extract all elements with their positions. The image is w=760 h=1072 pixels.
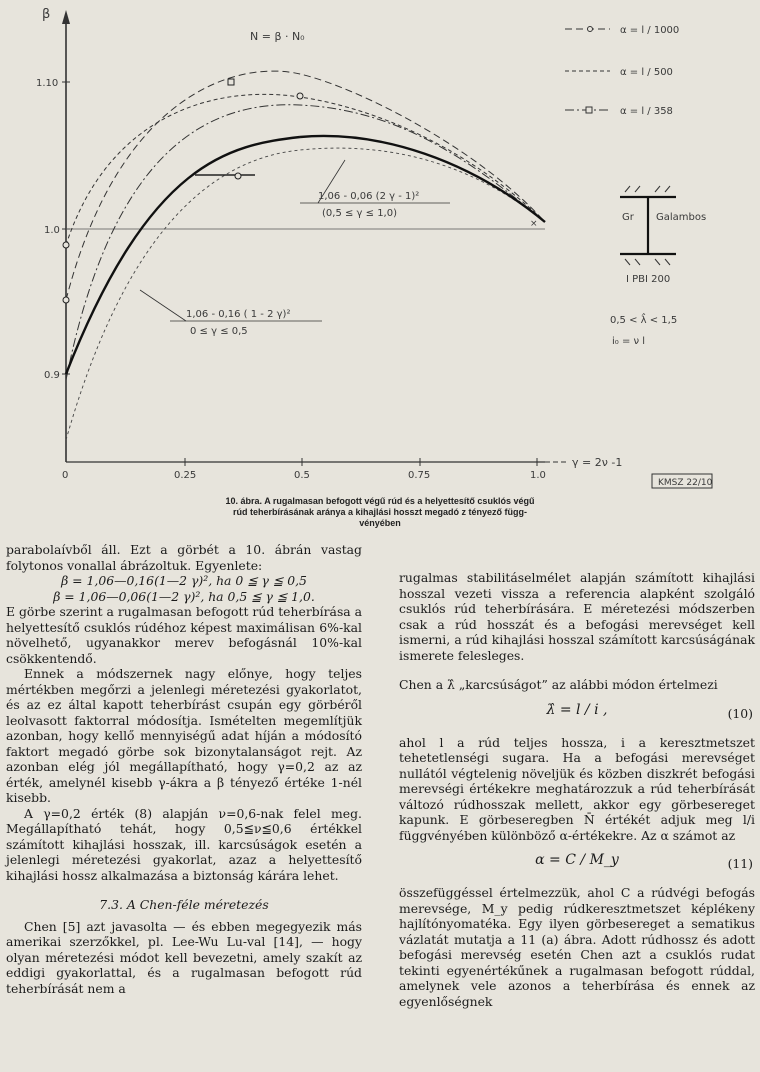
x-axis-label: γ = 2ν -1 [572,456,623,469]
section-label-galambos: Galambos [656,212,707,223]
right-paragraph-1: rugalmas stabilitáselmélet alapján számított kihajlási hosszal vezeti vissza a referencia alapként szolgáló csuklós rúd teherbírására. E méretezési módszerben csak a rúd hosszát és a befogási merevséget kell ismerni, a rúd kihajlási hosszal számított karcsúságának ismerete felesleges. [399,570,755,663]
equation-11-number: (11) [727,856,753,871]
left-column [6,542,362,996]
left-paragraph-4: A γ=0,2 érték (8) alapján ν=0,6-nak felel meg. Megállapítható tehát, hogy 0,5≦ν≦0,6 értékkel számított kihajlási hosszak, ill. karcsúságok esetén a jelenlegi méretezési gyakorlat, azaz a helyettesítő kihajlási hossz alkalmazása a biztonság kárára lehet. [6,805,362,883]
curve-label-right-formula: 1,06 - 0,06 (2 γ - 1)² [318,191,420,202]
x-tick-0-75: 0.75 [408,470,431,481]
formula-top: N = β · N₀ [250,30,305,43]
right-paragraph-4: összefüggéssel értelmezzük, ahol C a rúdvégi befogás merevsége, M_y pedig rúdkeresztmetszet képlékeny hajlítónyomatéka. Egy ilyen görbesereget a sematikus vázlatát mutatja a 11 (a) ábra. Adott rúdhossz és adott befogási merevség esetén Chen azt a csuklós rudat tekinti egyenértékűnek a rugalmasan befogott rúddal, amelynek vele azonos a teherbírása és ennek az egyenlőségnek [399,885,755,1009]
y-axis-label: β [42,7,51,22]
y-tick-1-0: 1.0 [44,225,60,236]
curve-design-left [66,137,300,374]
curve-alpha-500 [66,94,545,245]
formula-beta-2: β = 1,06—0,06(1—2 γ)², ha 0,5 ≦ γ ≦ 1,0. [53,588,315,604]
equation-10 [399,697,755,731]
cross-section-sketch [620,186,706,285]
equation-10-body: λ̂ = l / i , [546,701,608,718]
figure-caption [150,496,610,529]
section-label-gr: Gr [622,212,634,223]
caption-line-2: rúd teherbírásának aránya a kihajlási hosszt megadó z tényező függ- [232,507,528,517]
lambda-range: 0,5 < λ̂ < 1,5 [610,315,678,326]
y-tick-1-10: 1.10 [36,78,59,89]
x-tick-0-5: 0.5 [294,470,310,481]
left-paragraph-2: E görbe szerint a rugalmasan befogott rúd teherbírása a helyettesítő csuklós rúdéhoz képest maximálisan 6%-kal növelhető, ugyanakkor merev befogásnál 10%-kal csökkentendő. [6,604,363,666]
x-tick-1-0: 1.0 [530,470,546,481]
i0-definition: i₀ = ν l [612,336,646,347]
equation-11 [399,847,755,881]
right-paragraph-3: ahol l a rúd teljes hossza, i a keresztmetszet tehetetlenségi sugara. Ha a befogási merevséget nullától végtelenig növeljük és közben diszkrét befogási merevségi értékekre meghatározzuk a rúd teherbírását változó rúdhosszak mellett, akkor egy görbesereget kapunk. E görbeseregben N̄ értékét adjuk meg l/i függvényében különböző α-értékekre. Az α számot az [399,734,755,843]
curve-label-left-range: 0 ≤ γ ≤ 0,5 [190,326,248,337]
section-heading: 7.3. A Chen-féle méretezés [99,897,269,912]
equation-11-body: α = C / M_y [535,852,619,868]
x-tick-0: 0 [62,470,69,481]
legend [565,25,679,117]
equation-10-number: (10) [727,705,753,721]
legend-alpha-500: α = l / 500 [620,67,673,78]
curve-label-left-formula: 1,06 - 0,16 ( 1 - 2 γ)² [186,309,291,320]
caption-line-3: vényében [359,518,401,528]
right-column [399,570,755,1009]
figure-10-chart [0,0,760,490]
formula-beta-1: β = 1,06—0,16(1—2 γ)², ha 0 ≦ γ ≦ 0,5 [61,573,307,588]
right-paragraph-2: Chen a λ̂ „karcsúságot” az alábbi módon értelmezi [399,677,718,692]
left-paragraph-1: parabolaívből áll. Ezt a görbét a 10. ábrán vastag folytonos vonallal ábrázoltuk. Egyenlete: [6,542,362,573]
caption-line-1: 10. ábra. A rugalmasan befogott végű rúd és a helyettesítő csuklós végű [225,496,535,506]
x-tick-0-25: 0.25 [174,470,197,481]
legend-alpha-358: α = l / 358 [620,106,673,117]
curve-dashed-low [66,148,545,440]
y-axis-arrow [62,10,70,24]
stamp-text: KMSZ 22/10 [658,478,713,488]
svg-text:×: × [530,219,538,229]
curve-alpha-358 [66,105,545,380]
legend-alpha-1000: α = l / 1000 [620,25,680,36]
left-paragraph-5: Chen [5] azt javasolta — és ebben megegyezik más amerikai szerzőkkel, pl. Lee-Wu Lu-val [14], — hogy olyan méretezési módot kell bevezetni, amely szakít az eddigi gyakorlattal, és a rugalmasan befogott rúd teherbírását nem a [6,918,362,996]
curve-label-right-range: (0,5 ≤ γ ≤ 1,0) [322,208,397,219]
y-tick-0-9: 0.9 [44,370,60,381]
section-name: I PBI 200 [626,274,671,285]
left-paragraph-3: Ennek a módszernek nagy előnye, hogy teljes mértékben megőrzi a jelenlegi méretezési gyakorlatot, és az ez által kapott teherbírást csupán egy görbéről leolvasott faktorral módosítja. Ismételten megemlítjük azonban, hogy kellő mennyiségű adat híján a módosító faktort megadó görbe sok bizonytalanságot rejt. Az azonban elég jól megállapítható, hogy γ=0,2 az az érték, amelynél kisebb γ-ákra a β tényező értéke 1-nél kisebb. [6,666,362,805]
